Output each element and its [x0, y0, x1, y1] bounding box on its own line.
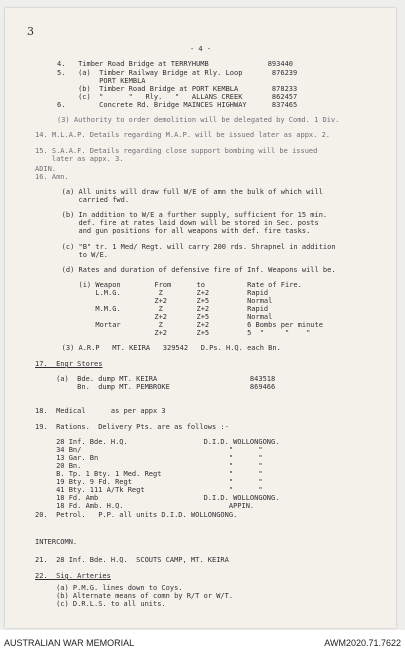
text-line: 28 Inf. Bde. H.Q. D.I.D. WOLLONGONG. — [35, 438, 280, 446]
accession-number: AWM2020.71.7622 — [324, 638, 401, 648]
text-line: (d) Rates and duration of defensive fire of Inf. Weapons will be. — [49, 266, 336, 274]
text-line: carried fwd. — [49, 196, 130, 204]
institution-label: AUSTRALIAN WAR MEMORIAL — [4, 638, 135, 648]
text-line: 20. Petrol. P.P. all units D.I.D. WOLLONGONG. — [35, 511, 238, 519]
text-line: (c) "B" tr. 1 Med/ Regt. will carry 200 rds. Shrapnel in addition — [49, 243, 336, 251]
text-line: L.M.G. Z Z+2 Rapid — [49, 289, 269, 297]
text-line: 19. Rations. Delivery Pts. are as follows :- — [35, 423, 229, 431]
text-line: 18 Fd. Amb D.I.D. WOLLONGONG. — [35, 494, 280, 502]
text-line: (b) Alternate means of comn by R/T or W/T. — [35, 592, 234, 600]
text-line: 20 Bn. " " — [35, 462, 263, 470]
handwritten-mark: 3 — [27, 25, 34, 38]
text-line: (a) Bde. dump MT. KEIRA 843518 — [35, 375, 276, 383]
text-line: 18. Medical as per appx 3 — [35, 407, 166, 415]
text-line: 15. S.A.A.F. Details regarding close support bombing will be issued — [35, 147, 318, 155]
text-line: def. fire at rates laid down will be stored in Sec. posts — [49, 219, 319, 227]
text-line: (3) Authority to order demolition will be delegated by Comd. 1 Div. — [57, 116, 340, 124]
text-line: (c) D.R.L.S. to all units. — [35, 600, 166, 608]
text-line: M.M.G. Z Z+2 Rapid — [49, 305, 269, 313]
text-line: 18 Fd. Amb. H.Q. APPIN. — [35, 502, 255, 510]
text-line: Z+2 Z+5 Normal — [49, 297, 273, 305]
text-line: Bn. dump MT. PEMBROKE 869466 — [35, 383, 276, 391]
text-line: (a) All units will draw full W/E of amn the bulk of which will — [49, 188, 323, 196]
text-line: B. Tp. 1 Bty. 1 Med. Regt " " — [35, 470, 263, 478]
text-line: 21. 28 Inf. Bde. H.Q. SCOUTS CAMP, MT. KEIRA — [35, 556, 229, 564]
text-line: 16. Amn. — [35, 173, 69, 181]
text-line: Z+2 Z+5 Normal — [49, 313, 273, 321]
section-heading: INTERCOMN. — [35, 538, 78, 546]
text-line: 6. Concrete Rd. Bridge MAINCES HIGHWAY 837465 — [57, 101, 298, 109]
text-line: later as appx. 3. — [35, 155, 124, 163]
text-line: 13 Gar. Bn " " — [35, 454, 263, 462]
text-line: (i) Weapon From to Rate of Fire. — [49, 281, 302, 289]
text-line: 5. (a) Timber Railway Bridge at Rly. Loop 876239 — [57, 69, 298, 77]
text-line: 41 Bty. 111 A/Tk Regt " " — [35, 486, 263, 494]
page-number: - 4 - — [190, 45, 212, 53]
text-line: (b) In addition to W/E a further supply, sufficient for 15 min. — [49, 211, 328, 219]
text-line: 14. M.L.A.P. Details regarding M.A.P. will be issued later as appx. 2. — [35, 131, 331, 139]
text-line: (c) " " Rly. " ALLANS CREEK 862457 — [57, 93, 298, 101]
text-line: (3) A.R.P MT. KEIRA 329542 D.Ps. H.Q. each Bn. — [49, 344, 281, 352]
text-line: ADIN. — [35, 165, 57, 173]
text-line: 19 Bty. 9 Fd. Regt " " — [35, 478, 263, 486]
text-line: Mortar Z Z+2 6 Bombs per minute — [49, 321, 323, 329]
text-line: 34 Bn/ " " — [35, 446, 263, 454]
text-line: (a) P.M.G. lines down to Coys. — [35, 584, 183, 592]
text-line: to W/E. — [49, 251, 109, 259]
text-line: 4. Timber Road Bridge at TERRYHUMB 893440 — [57, 60, 294, 68]
text-line: 22. Sig. Arteries — [35, 572, 111, 580]
text-line: 17. Engr Stores — [35, 360, 103, 368]
text-line: PORT KEMBLA — [57, 77, 146, 85]
footer-bar — [0, 630, 405, 653]
text-line: (b) Timber Road Bridge at PORT KEMBLA 878233 — [57, 85, 298, 93]
text-line: and gun positions for all weapons with def. fire tasks. — [49, 227, 311, 235]
document-page — [5, 8, 396, 628]
text-line: Z+2 Z+5 5 " " " — [49, 329, 311, 337]
